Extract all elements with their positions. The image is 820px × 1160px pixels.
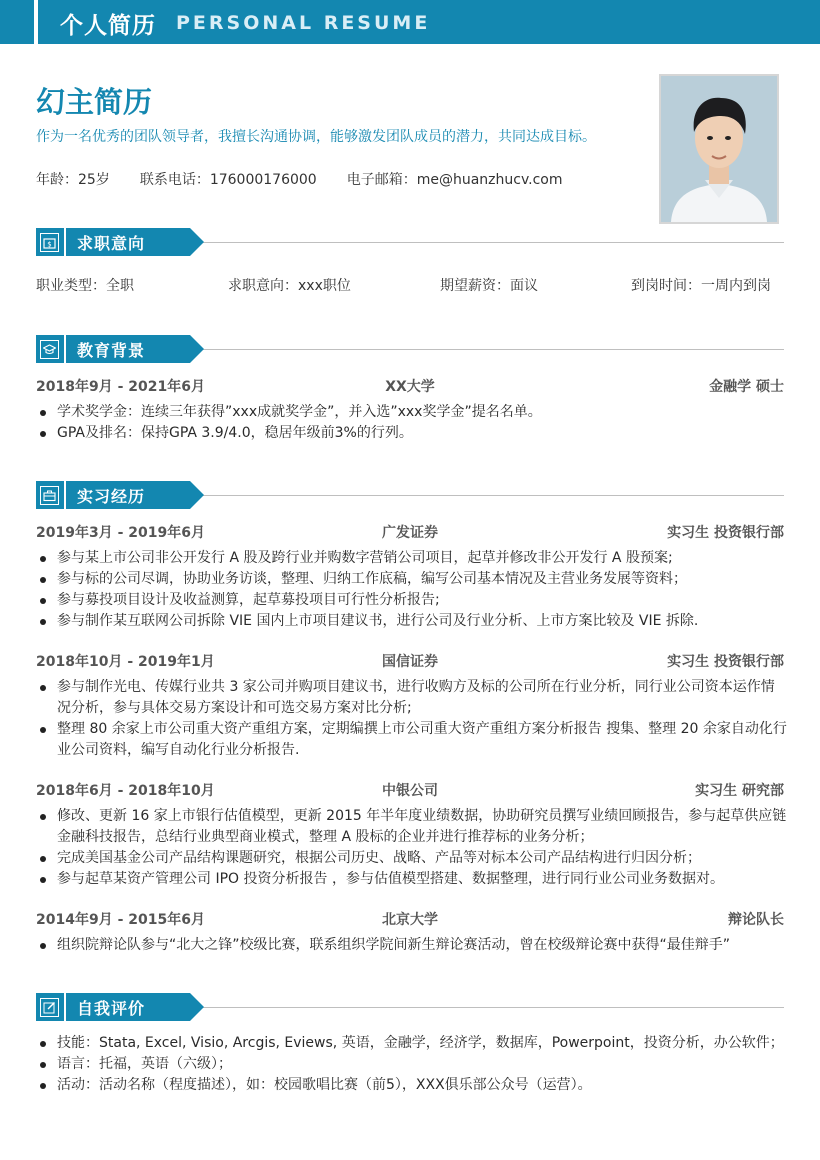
experience-row xyxy=(36,522,784,542)
list-item: 参与制作某互联网公司拆除 VIE 国内上市项目建议书，进行公司及行业分析、上市方案比较及 VIE 拆除. xyxy=(36,611,788,632)
age-text: 年龄：25岁 xyxy=(36,172,110,188)
phone-text: 联系电话：176000176000 xyxy=(139,172,317,188)
section-title-education: 教育背景 xyxy=(77,341,146,360)
experience-date: 2019年3月 - 2019年6月 xyxy=(36,525,205,541)
experience-bullets xyxy=(36,548,788,632)
list-item: 完成美国基金公司产品结构课题研究，根据公司历史、战略、产品等对标本公司产品结构进行归因分析； xyxy=(36,848,788,869)
intent-arrival: 到岗时间：一周内到岗 xyxy=(631,278,771,294)
education-row xyxy=(36,376,784,396)
education-date: 2018年9月 - 2021年6月 xyxy=(36,379,205,395)
experience-row xyxy=(36,780,784,800)
experience-role: 实习生 投资银行部 xyxy=(667,525,784,541)
svg-text:$: $ xyxy=(47,240,52,249)
education-school: XX大学 xyxy=(385,379,435,395)
list-item: 参与起草某资产管理公司 IPO 投资分析报告 ，参与估值模型搭建、数据整理，进行同行业公司业务数据对。 xyxy=(36,869,788,890)
experience-org: 中银公司 xyxy=(382,783,438,799)
list-item: 修改、更新 16 家上市银行估值模型，更新 2015 年半年度业绩数据，协助研究员撰写业绩回顾报告，参与起草供应链金融科技报告，总结行业典型商业模式，整理 A 股标的企业并进行推荐标的业务分析； xyxy=(36,806,788,848)
list-item: 学术奖学金：连续三年获得”xxx成就奖学金”，并入选”xxx奖学金”提名名单。 xyxy=(36,402,788,423)
intent-row xyxy=(36,275,784,295)
section-internship-header xyxy=(36,481,784,509)
top-header-bar xyxy=(0,0,820,44)
list-item: 技能：Stata, Excel, Visio, Arcgis, Eviews, 英语，金融学，经济学，数据库，Powerpoint，投资分析，办公软件； xyxy=(36,1033,788,1054)
experience-bullets xyxy=(36,806,788,890)
briefcase-icon xyxy=(40,486,59,505)
section-title-box xyxy=(36,335,204,363)
email-text: 电子邮箱：me@huanzhucv.com xyxy=(346,172,563,188)
resume-motto: 作为一名优秀的团队领导者，我擅长沟通协调，能够激发团队成员的潜力，共同达成目标。 xyxy=(36,129,596,145)
section-title-intent: 求职意向 xyxy=(77,234,146,253)
experience-row xyxy=(36,651,784,671)
list-item: 组织院辩论队参与“北大之锋”校级比赛，联系组织学院间新生辩论赛活动，曾在校级辩论赛中获得“最佳辩手” xyxy=(36,935,788,956)
experience-org: 国信证券 xyxy=(382,654,438,670)
experience-bullets xyxy=(36,677,788,761)
self-eval-bullets xyxy=(36,1033,788,1096)
section-title-box xyxy=(36,481,204,509)
list-item: 参与制作光电、传媒行业共 3 家公司并购项目建议书，进行收购方及标的公司所在行业分析，同行业公司资本运作情况分析，参与具体交易方案设计和可选交易方案对比分析; xyxy=(36,677,788,719)
graduation-cap-icon xyxy=(40,340,59,359)
list-item: 参与募投项目设计及收益测算，起草募投项目可行性分析报告; xyxy=(36,590,788,611)
section-self-header xyxy=(36,993,784,1021)
experience-role: 辩论队长 xyxy=(728,912,784,928)
intent-salary: 期望薪资：面议 xyxy=(440,278,538,294)
list-item: 整理 80 余家上市公司重大资产重组方案，定期编撰上市公司重大资产重组方案分析报告 搜集、整理 20 余家自动化行业公司资料，编写自动化行业分析报告. xyxy=(36,719,788,761)
list-item: 活动：活动名称（程度描述），如：校园歌唱比赛（前5），XXX俱乐部公众号（运营）。 xyxy=(36,1075,788,1096)
intent-type: 职业类型：全职 xyxy=(36,278,134,294)
experience-org: 北京大学 xyxy=(382,912,438,928)
section-intent-header xyxy=(36,228,784,256)
section-title-box xyxy=(36,228,204,256)
list-item: GPA及排名：保持GPA 3.9/4.0，稳居年级前3%的行列。 xyxy=(36,423,788,444)
section-title-box xyxy=(36,993,204,1021)
header-title-cn: 个人简历 xyxy=(60,13,156,39)
contact-info xyxy=(36,169,593,189)
experience-bullets xyxy=(36,935,788,956)
experience-date: 2014年9月 - 2015年6月 xyxy=(36,912,205,928)
list-item: 参与某上市公司非公开发行 A 股及跨行业并购数字营销公司项目，起草并修改非公开发行 A 股预案; xyxy=(36,548,788,569)
experience-org: 广发证券 xyxy=(382,525,438,541)
edit-icon xyxy=(40,998,59,1017)
list-item: 语言：托福，英语（六级）； xyxy=(36,1054,788,1075)
education-major: 金融学 硕士 xyxy=(709,379,784,395)
education-bullets xyxy=(36,402,788,444)
header-notch xyxy=(34,0,38,44)
briefcase-money-icon xyxy=(40,233,59,252)
profile-photo xyxy=(659,74,779,224)
experience-date: 2018年10月 - 2019年1月 xyxy=(36,654,215,670)
section-education-header xyxy=(36,335,784,363)
experience-role: 实习生 投资银行部 xyxy=(667,654,784,670)
experience-role: 实习生 研究部 xyxy=(695,783,784,799)
section-title-self: 自我评价 xyxy=(77,999,146,1018)
resume-name: 幻主简历 xyxy=(36,85,153,119)
header-title-en: PERSONAL RESUME xyxy=(176,12,431,34)
list-item: 参与标的公司尽调，协助业务访谈，整理、归纳工作底稿，编写公司基本情况及主营业务发展等资料； xyxy=(36,569,788,590)
experience-date: 2018年6月 - 2018年10月 xyxy=(36,783,215,799)
intent-position: 求职意向：xxx职位 xyxy=(228,278,351,294)
portrait-illustration xyxy=(661,76,777,222)
experience-row xyxy=(36,909,784,929)
section-title-internship: 实习经历 xyxy=(77,487,146,506)
